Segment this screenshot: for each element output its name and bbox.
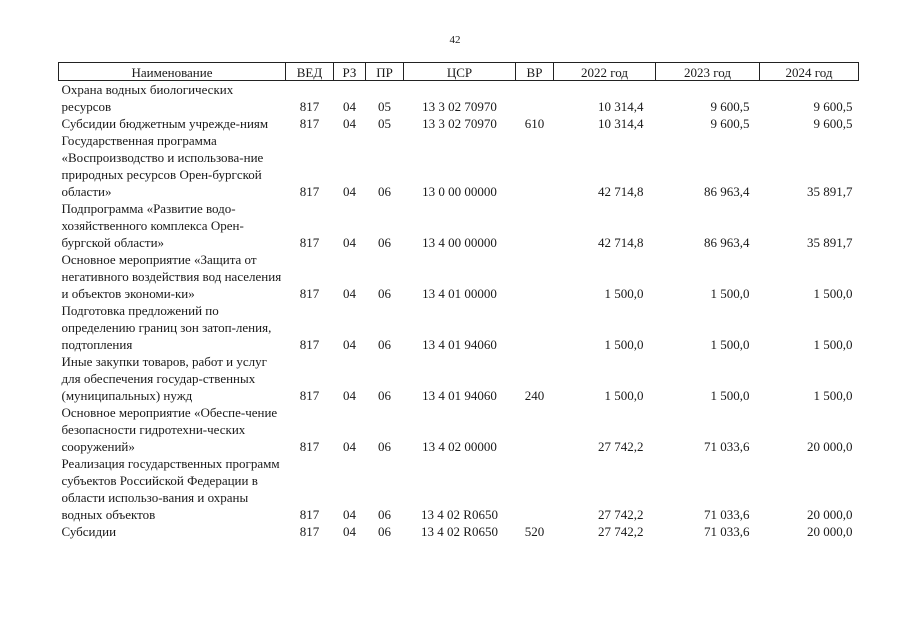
cell-ved: 817: [299, 337, 320, 352]
cell-csr: 13 4 02 R0650: [421, 524, 498, 539]
cell-2024: 9 600,5: [813, 116, 853, 131]
cell-name: Субсидии: [61, 524, 117, 539]
cell-2023: 86 963,4: [704, 235, 750, 250]
table-row: [59, 302, 859, 353]
cell-2022: 42 714,8: [598, 184, 644, 199]
cell-ved: 817: [299, 99, 320, 114]
cell-ved: 817: [299, 116, 320, 131]
header-2023: 2023 год: [656, 63, 760, 81]
header-pr: ПР: [366, 63, 404, 81]
table-row: [59, 455, 859, 523]
cell-2024: 35 891,7: [807, 184, 853, 199]
table-row: [59, 523, 859, 540]
cell-name: Основное мероприятие «Защита от негативного воздействия вод населения и объектов экономи-ки»: [61, 252, 282, 301]
cell-2024: 1 500,0: [813, 388, 853, 403]
table-header-row: [59, 63, 859, 81]
cell-pr: 06: [378, 235, 391, 250]
cell-csr: 13 4 00 00000: [422, 235, 497, 250]
cell-2022: 42 714,8: [598, 235, 644, 250]
cell-vr: [516, 200, 554, 251]
header-csr: ЦСР: [404, 63, 516, 81]
cell-pr: 06: [378, 507, 391, 522]
cell-pr: 06: [378, 439, 391, 454]
cell-2022: 27 742,2: [598, 507, 644, 522]
cell-name: Государственная программа «Воспроизводство и использова-ние природных ресурсов Орен-бургской области»: [61, 133, 264, 199]
cell-rz: 04: [343, 235, 356, 250]
cell-2023: 1 500,0: [710, 337, 750, 352]
table-row: [59, 251, 859, 302]
cell-2022: 27 742,2: [598, 439, 644, 454]
cell-ved: 817: [299, 286, 320, 301]
cell-2022: 27 742,2: [598, 524, 644, 539]
cell-rz: 04: [343, 116, 356, 131]
table-row: [59, 200, 859, 251]
table-row: [59, 115, 859, 132]
cell-ved: 817: [299, 507, 320, 522]
cell-vr: [516, 132, 554, 200]
table-row: [59, 353, 859, 404]
cell-2022: 10 314,4: [598, 99, 644, 114]
cell-ved: 817: [299, 184, 320, 199]
cell-2023: 1 500,0: [710, 286, 750, 301]
cell-rz: 04: [343, 439, 356, 454]
table-row: [59, 81, 859, 116]
cell-rz: 04: [343, 524, 356, 539]
page-number: 42: [449, 34, 461, 46]
cell-2023: 86 963,4: [704, 184, 750, 199]
cell-2023: 71 033,6: [704, 439, 750, 454]
cell-csr: 13 4 01 00000: [422, 286, 497, 301]
cell-ved: 817: [299, 388, 320, 403]
cell-2023: 1 500,0: [710, 388, 750, 403]
header-ved: ВЕД: [286, 63, 334, 81]
cell-vr: 240: [524, 388, 545, 403]
cell-name: Подготовка предложений по определению границ зон затоп-ления, подтопления: [61, 303, 272, 352]
cell-vr: 610: [524, 116, 545, 131]
cell-pr: 05: [378, 99, 391, 114]
cell-pr: 06: [378, 388, 391, 403]
cell-2024: 1 500,0: [813, 337, 853, 352]
header-2022: 2022 год: [554, 63, 656, 81]
cell-rz: 04: [343, 286, 356, 301]
cell-2024: 1 500,0: [813, 286, 853, 301]
cell-vr: [516, 81, 554, 116]
cell-2024: 20 000,0: [807, 524, 853, 539]
cell-vr: [516, 404, 554, 455]
cell-2024: 20 000,0: [807, 507, 853, 522]
cell-2022: 10 314,4: [598, 116, 644, 131]
cell-name: Подпрограмма «Развитие водо-хозяйственного комплекса Орен-бургской области»: [61, 201, 244, 250]
cell-name: Основное мероприятие «Обеспе-чение безопасности гидротехни-ческих сооружений»: [61, 405, 278, 454]
cell-2023: 9 600,5: [710, 99, 750, 114]
cell-pr: 06: [378, 184, 391, 199]
cell-rz: 04: [343, 388, 356, 403]
cell-name: Реализация государственных программ субъектов Российской Федерации в области использо-вания и охраны водных объектов: [61, 456, 280, 522]
table-row: [59, 404, 859, 455]
header-vr: ВР: [516, 63, 554, 81]
header-2024: 2024 год: [760, 63, 859, 81]
cell-2024: 35 891,7: [807, 235, 853, 250]
cell-2023: 9 600,5: [710, 116, 750, 131]
cell-vr: [516, 455, 554, 523]
cell-2022: 1 500,0: [604, 388, 644, 403]
cell-pr: 05: [378, 116, 391, 131]
cell-vr: [516, 302, 554, 353]
cell-2022: 1 500,0: [604, 286, 644, 301]
cell-2023: 71 033,6: [704, 524, 750, 539]
cell-rz: 04: [343, 337, 356, 352]
cell-vr: 520: [524, 524, 545, 539]
cell-csr: 13 3 02 70970: [422, 99, 497, 114]
cell-rz: 04: [343, 99, 356, 114]
cell-pr: 06: [378, 286, 391, 301]
cell-ved: 817: [299, 439, 320, 454]
cell-2023: 71 033,6: [704, 507, 750, 522]
cell-csr: 13 3 02 70970: [422, 116, 497, 131]
cell-ved: 817: [299, 524, 320, 539]
header-rz: РЗ: [334, 63, 366, 81]
cell-vr: [516, 251, 554, 302]
table-body: [59, 81, 859, 541]
cell-pr: 06: [378, 337, 391, 352]
cell-rz: 04: [343, 507, 356, 522]
cell-csr: 13 4 01 94060: [422, 388, 497, 403]
cell-2024: 20 000,0: [807, 439, 853, 454]
cell-2022: 1 500,0: [604, 337, 644, 352]
cell-name: Иные закупки товаров, работ и услуг для обеспечения государ-ственных (муниципальных) нужд: [61, 354, 267, 403]
header-name: Наименование: [59, 63, 286, 81]
cell-pr: 06: [378, 524, 391, 539]
cell-name: Охрана водных биологических ресурсов: [61, 82, 234, 114]
cell-ved: 817: [299, 235, 320, 250]
cell-rz: 04: [343, 184, 356, 199]
cell-csr: 13 4 02 R0650: [421, 507, 498, 522]
cell-csr: 13 0 00 00000: [422, 184, 497, 199]
cell-name: Субсидии бюджетным учрежде-ниям: [61, 116, 269, 131]
table-row: [59, 132, 859, 200]
budget-table: [58, 62, 859, 540]
cell-csr: 13 4 02 00000: [422, 439, 497, 454]
cell-2024: 9 600,5: [813, 99, 853, 114]
cell-csr: 13 4 01 94060: [422, 337, 497, 352]
